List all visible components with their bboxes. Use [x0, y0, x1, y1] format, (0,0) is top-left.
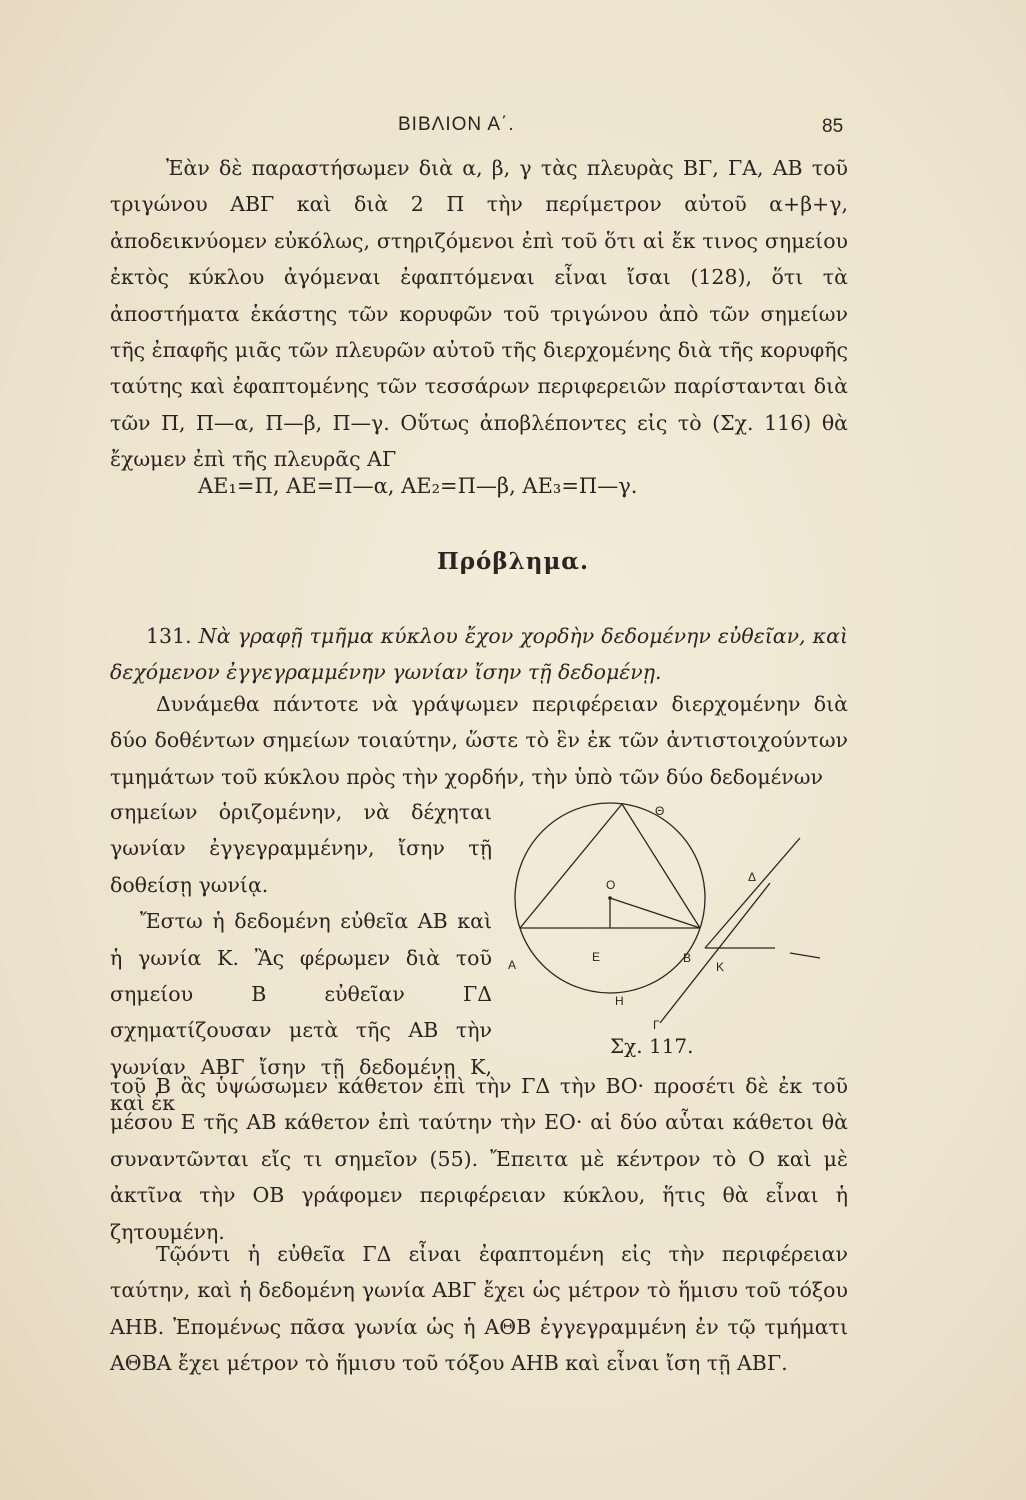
geometry-diagram	[500, 798, 840, 1060]
problem-statement	[110, 618, 848, 691]
problem-number: 131.	[146, 624, 192, 648]
running-title: ΒΙΒΛΙΟΝ Α΄.	[398, 114, 515, 135]
paragraph-construction-left-b: Ἔστω ἡ δεδομένη εὐθεῖα ΑΒ καὶ ἡ γωνία Κ. Ἂς φέρωμεν διὰ τοῦ σημείου Β εὐθεῖαν ΓΔ σχηματίζουσαν μετὰ τῆς ΑΒ τὴν γωνίαν ΑΒΓ ἴσην τῇ δεδομένῃ Κ, καὶ ἐκ	[110, 909, 492, 1116]
label-a: Α	[508, 958, 517, 972]
label-theta: Θ	[655, 804, 665, 818]
page-header	[0, 112, 1026, 142]
label-delta: Δ	[748, 870, 757, 884]
paragraph-construction-left-a: σημείων ὁριζομένην, νὰ δέχηται γωνίαν ἐγγεγραμμένην, ἴσην τῇ δοθείσῃ γωνίᾳ.	[110, 800, 492, 897]
paragraph-construction-intro: Δυνάμεθα πάντοτε νὰ γράψωμεν περιφέρειαν διερχομένην διὰ δύο δοθέντων σημείων τοιαύτην, ὥστε τὸ ἓν ἐκ τῶν ἀντιστοιχούντων τμημάτων τοῦ κύκλου πρὸς τὴν χορδήν, τὴν ὑπὸ τῶν δύο δεδομένων	[110, 692, 848, 789]
line-a-theta	[520, 804, 622, 928]
line-gamma-delta	[660, 883, 770, 1023]
label-k: Κ	[716, 960, 725, 974]
problem-text: Νὰ γραφῇ τμῆμα κύκλου ἔχον χορδὴν δεδομένην εὐθεῖαν, καὶ δεχόμενον ἐγγεγραμμένην γωνίαν ἴσην τῇ δεδομένῃ.	[110, 624, 848, 685]
figure-117	[500, 798, 840, 1060]
section-heading: Πρόβλημα.	[436, 548, 590, 575]
paragraph-tangent-distances: Ἐὰν δὲ παραστήσωμεν διὰ α, β, γ τὰς πλευρὰς ΒΓ, ΓΑ, ΑΒ τοῦ τριγώνου ΑΒΓ καὶ διὰ 2 Π τὴν περίμετρον αὐτοῦ α+β+γ, ἀποδεικνύομεν εὐκόλως, στηριζόμενοι ἐπὶ τοῦ ὅτι αἱ ἔκ τινος σημείου ἐκτὸς κύκλου ἀγόμεναι ἐφαπτόμεναι εἶναι ἴσαι (128), ὅτι τὰ ἀποστήματα ἑκάστης τῶν κορυφῶν τοῦ τριγώνου ἀπὸ τῶν σημείων τῆς ἐπαφῆς μιᾶς τῶν πλευρῶν αὐτοῦ τῆς διερχομένης διὰ τῆς κορυφῆς ταύτης καὶ ἐφαπτομένης τῶν τεσσάρων περιφερειῶν παρίστανται διὰ τῶν Π, Π—α, Π—β, Π—γ. Οὕτως ἀποβλέποντες εἰς τὸ (Σχ. 116) θὰ ἔχωμεν ἐπὶ τῆς πλευρᾶς ΑΓ	[110, 156, 848, 472]
paragraph-proof: Τῷόντι ἡ εὐθεῖα ΓΔ εἶναι ἐφαπτομένη εἰς τὴν περιφέρειαν ταύτην, καὶ ἡ δεδομένη γωνία ΑΒΓ ἔχει ὡς μέτρον τὸ ἥμισυ τοῦ τόξου ΑΗΒ. Ἐπομένως πᾶσα γωνία ὡς ἡ ΑΘΒ ἐγγεγραμμένη ἐν τῷ τμήματι ΑΘΒΑ ἔχει μέτρον τὸ ἥμισυ τοῦ τόξου ΑΗΒ καὶ εἶναι ἴση τῇ ΑΒΓ.	[110, 1242, 848, 1376]
angle-k-extension	[790, 953, 820, 958]
formula-line: ΑΕ₁=Π, ΑΕ=Π—α, ΑΕ₂=Π—β, ΑΕ₃=Π—γ.	[198, 474, 638, 498]
line-ob	[610, 898, 700, 928]
label-h: Η	[615, 994, 624, 1008]
label-o: Ο	[606, 878, 616, 892]
figure-caption: Σχ. 117.	[610, 1034, 694, 1058]
center-point	[608, 896, 612, 900]
label-b: Β	[683, 951, 692, 965]
paragraph-construction-continued: τοῦ Β ἂς ὑψώσωμεν κάθετον ἐπὶ τὴν ΓΔ τὴν ΒΟ· προσέτι δὲ ἐκ τοῦ μέσου Ε τῆς ΑΒ κάθετον ἐπὶ ταύτην τὴν ΕΟ· αἱ δύο αὗται κάθετοι θὰ συναντῶνται εἴς τι σημεῖον (55). Ἔπειτα μὲ κέντρον τὸ Ο καὶ μὲ ἀκτῖνα τὴν ΟΒ γράφομεν περιφέρειαν κύκλου, ἥτις θὰ εἶναι ἡ ζητουμένη.	[110, 1074, 848, 1244]
angle-k-ray-2	[705, 838, 800, 948]
label-e: Ε	[592, 950, 601, 964]
label-gamma: Γ	[653, 1018, 660, 1032]
page-number: 85	[822, 116, 844, 137]
line-b-theta	[622, 804, 700, 928]
